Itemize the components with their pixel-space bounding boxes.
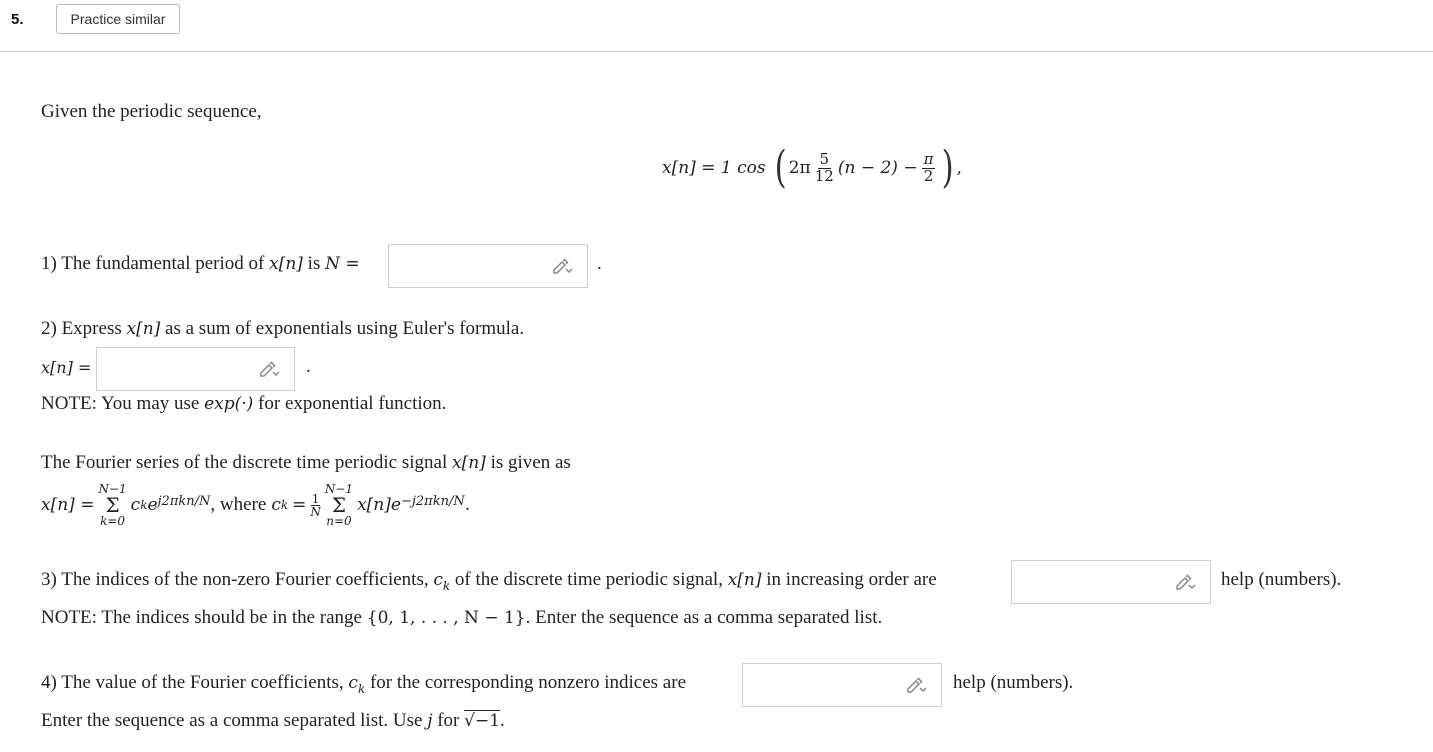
q2-period: . [306, 356, 311, 377]
equation-n-minus-2: (n − 2) − [837, 158, 918, 178]
pencil-dropdown-icon[interactable] [905, 676, 927, 694]
q3-text: 3) The indices of the non-zero Fourier coefficients, $c_k$ of the discrete time periodic signal, x[n] in increasing order are [41, 569, 937, 593]
equation-two-pi: 2π [788, 158, 811, 178]
pencil-dropdown-icon[interactable] [1174, 573, 1196, 591]
q2-answer-input[interactable] [96, 347, 295, 391]
practice-similar-button[interactable]: Practice similar [56, 4, 180, 34]
q4-answer-input[interactable] [742, 663, 942, 707]
equation-pi-frac: $\frac{\pi}{2}$ [923, 149, 934, 185]
q4-text: 4) The value of the Fourier coefficients, $c_k$ for the corresponding nonzero indices are [41, 672, 686, 696]
q1-text: 1) The fundamental period of x[n] is N = [41, 253, 360, 274]
q2-note: NOTE: You may use exp(·) for exponential function. [41, 393, 447, 414]
main-equation: x[n] = 1 cos ( 2π $\frac{5}{12}$ (n − 2) − $\frac{\pi}{2}$ ) , [662, 142, 962, 193]
one-over-N: $\frac{1}{N}$ [310, 491, 321, 519]
q2-text: 2) Express x[n] as a sum of exponentials using Euler's formula. [41, 318, 525, 339]
q3-note: NOTE: The indices should be in the range {0, 1, . . . , N − 1}. Enter the sequence as a comma separated list. [41, 607, 883, 628]
q3-answer-input[interactable] [1011, 560, 1211, 604]
fourier-equation: x[n] = N−1 Σ k=0 c k e $^{j2\pi kn/N}$ , where c k = $\frac{1}{N}$ N−1 Σ n=0 x[n]e $^{-j2\pi kn/N}$ . [41, 482, 471, 528]
q1-period: . [597, 253, 602, 274]
fourier-intro: The Fourier series of the discrete time periodic signal x[n] is given as [41, 452, 571, 473]
pencil-dropdown-icon[interactable] [258, 360, 280, 378]
q1-answer-input[interactable] [388, 244, 588, 288]
equation-lhs: x[n] = 1 cos [662, 158, 766, 178]
pencil-dropdown-icon[interactable] [551, 257, 573, 275]
q4-note: Enter the sequence as a comma separated list. Use j for √−1. [41, 710, 505, 731]
q2-lhs: x[n] = [41, 358, 92, 377]
question-header [0, 0, 1433, 52]
question-number: 5. [11, 11, 24, 28]
equation-frac: $\frac{5}{12}$ [814, 149, 834, 185]
intro-text: Given the periodic sequence, [41, 101, 262, 122]
q4-help-link[interactable]: help (numbers). [953, 672, 1074, 693]
q3-help-link[interactable]: help (numbers). [1221, 569, 1342, 590]
sum-2: N−1 Σ n=0 [324, 482, 354, 528]
sum-1: N−1 Σ k=0 [98, 482, 127, 528]
